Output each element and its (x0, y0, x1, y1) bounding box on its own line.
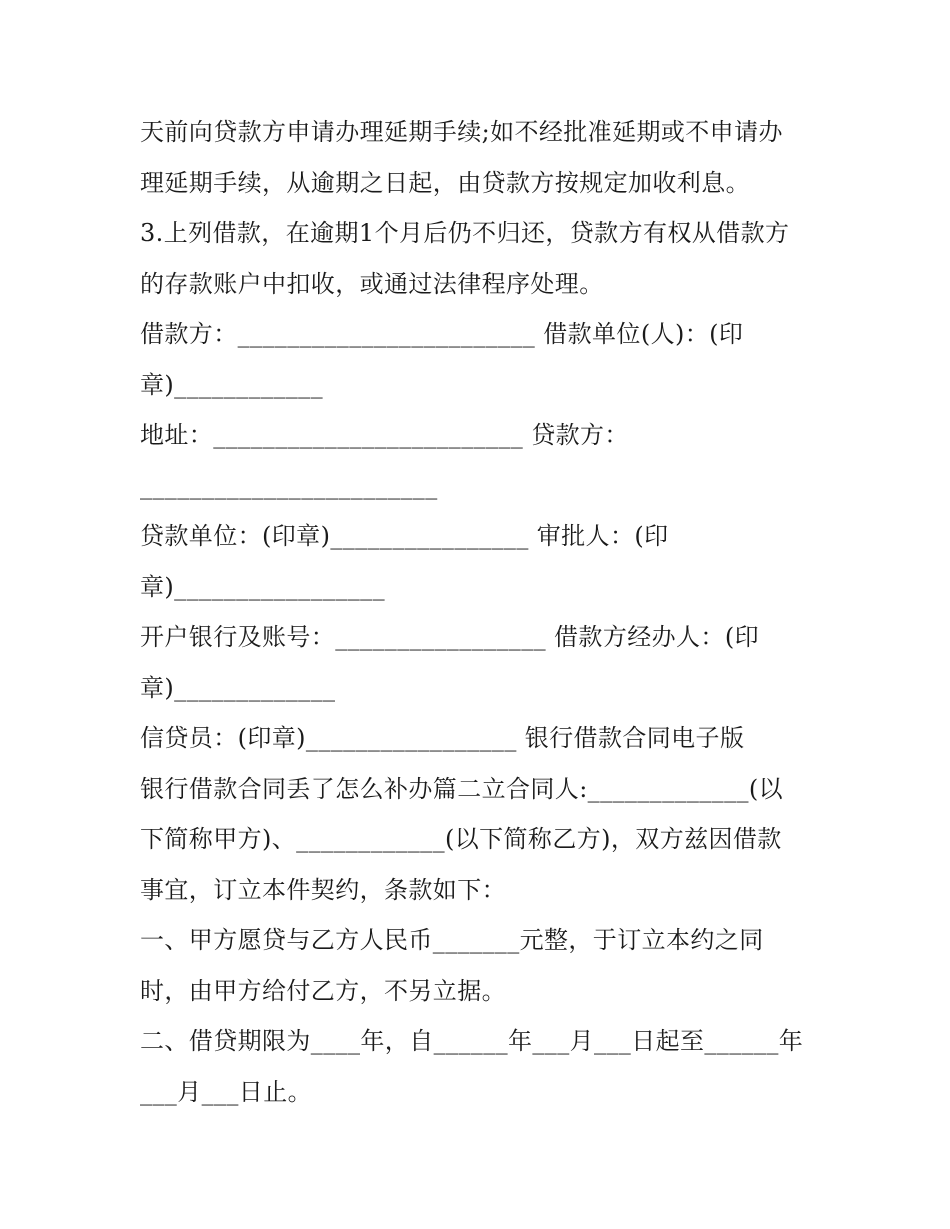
text-line: 理延期手续，从逾期之日起，由贷款方按规定加收利息。 (140, 168, 750, 197)
text-line: 二、借贷期限为____年，自______年___月___日起至______年 (140, 1027, 804, 1055)
signature-line: 地址：_________________________ 贷款方： (140, 421, 629, 449)
signature-line: ________________________ (140, 471, 438, 500)
signature-line: 章)____________ (140, 370, 323, 399)
text-line: 的存款账户中扣收，或通过法律程序处理。 (140, 269, 604, 298)
signature-line: 借款方：________________________ 借款单位(人)：(印 (140, 320, 744, 348)
text-line: 3.上列借款，在逾期1个月后仍不归还，贷款方有权从借款方 (140, 219, 790, 247)
signature-line: 开户银行及账号：_________________ 借款方经办人：(印 (140, 623, 759, 651)
text-line: 时，由甲方给付乙方，不另立据。 (140, 976, 506, 1005)
text-line: ___月___日止。 (140, 1077, 312, 1106)
signature-line: 章)_____________ (140, 673, 336, 702)
text-line: 银行借款合同丢了怎么补办篇二立合同人:_____________(以 (140, 774, 784, 803)
signature-line: 章)_________________ (140, 572, 385, 601)
document-body (140, 107, 820, 1117)
text-line: 一、甲方愿贷与乙方人民币_______元整，于订立本约之同 (140, 926, 764, 954)
signature-line: 贷款单位：(印章)________________ 审批人：(印 (140, 522, 669, 550)
signature-line: 信贷员：(印章)_________________ 银行借款合同电子版 (140, 724, 745, 752)
text-line: 事宜，订立本件契约，条款如下： (140, 875, 506, 904)
text-line: 下简称甲方)、____________(以下简称乙方)，双方兹因借款 (140, 825, 782, 853)
text-line: 天前向贷款方申请办理延期手续;如不经批准延期或不申请办 (140, 118, 783, 146)
